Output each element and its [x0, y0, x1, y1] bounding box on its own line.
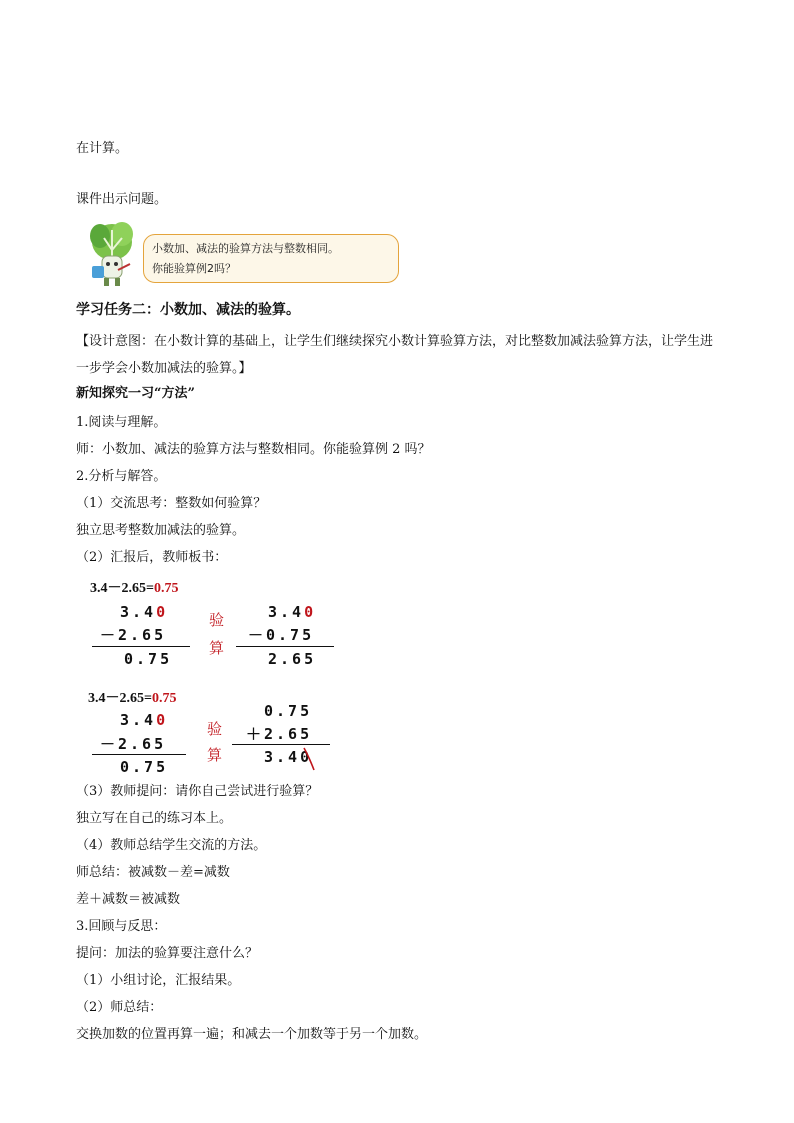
strike-mark-icon: [302, 745, 316, 773]
equation: [88, 687, 176, 707]
equation-result: 0.75: [151, 691, 177, 706]
step-heading: 3.回顾与反思：: [76, 919, 167, 934]
text-line: 交换加数的位置再算一遍；和减去一个加数等于另一个加数。: [76, 1027, 428, 1042]
difference: 0.75: [120, 758, 169, 776]
step-heading: 1.阅读与理解。: [76, 415, 167, 430]
equation: [90, 577, 178, 597]
text-line: 在计算。: [76, 141, 129, 156]
text-line: 课件出示问题。: [76, 192, 168, 207]
check-addend: ＋2.65: [246, 725, 313, 743]
text-line: 提问：加法的验算要注意什么？: [76, 946, 259, 961]
underline: [92, 754, 186, 755]
equation-left: 3.4－2.65=: [90, 581, 154, 596]
bubble-text: 小数加、减法的验算方法与整数相同。: [152, 242, 339, 255]
text-line: （1）小组讨论，汇报结果。: [76, 973, 241, 988]
text-line: （1）交流思考：整数如何验算？: [76, 496, 267, 511]
bubble-text: 你能验算例2吗？: [152, 262, 236, 275]
minuend: 3.40: [120, 603, 169, 621]
equation-result: 0.75: [153, 581, 179, 596]
check-label: 验: [207, 720, 223, 738]
subtrahend: －2.65: [100, 735, 167, 753]
minuend: 3.40: [120, 711, 169, 729]
check-label: 算: [207, 746, 223, 764]
text-line: 师：小数加、减法的验算方法与整数相同。你能验算例 2 吗？: [76, 442, 431, 457]
text-line: 师总结：被减数－差=减数: [76, 865, 230, 880]
underline: [92, 646, 190, 647]
text-line: （2）师总结：: [76, 1000, 163, 1015]
design-intent: 【设计意图：在小数计算的基础上，让学生们继续探究小数计算验算方法，对比整数加减法验算方法，让学生进一步学会小数加减法的验算。】: [76, 334, 714, 376]
text-line: 独立写在自己的练习本上。: [76, 811, 233, 826]
check-result: 2.65: [268, 650, 317, 668]
check-minuend: 3.40: [268, 603, 317, 621]
step-heading: 2.分析与解答。: [76, 469, 167, 484]
text-line: 差＋减数＝被减数: [76, 892, 181, 907]
difference: 0.75: [124, 650, 173, 668]
subtrahend: －2.65: [100, 626, 167, 644]
subsection-title: 新知探究一习“方法”: [76, 386, 195, 401]
speech-bubble: [143, 234, 399, 283]
text-line: （2）汇报后，教师板书：: [76, 550, 228, 565]
section-title: 学习任务二：小数加、减法的验算。: [76, 302, 300, 318]
text-line: （4）教师总结学生交流的方法。: [76, 838, 267, 853]
check-label: 算: [209, 639, 225, 657]
text-line: 独立思考整数加减法的验算。: [76, 523, 246, 538]
text-line: （3）教师提问：请你自己尝试进行验算？: [76, 784, 319, 799]
check-label: 验: [209, 611, 225, 629]
check-addend: 0.75: [264, 702, 313, 720]
cabbage-character-illustration: [82, 220, 144, 288]
check-sum: 3.40: [264, 748, 313, 766]
underline: [236, 646, 334, 647]
equation-left: 3.4－2.65=: [88, 691, 152, 706]
check-subtrahend: －0.75: [248, 626, 315, 644]
